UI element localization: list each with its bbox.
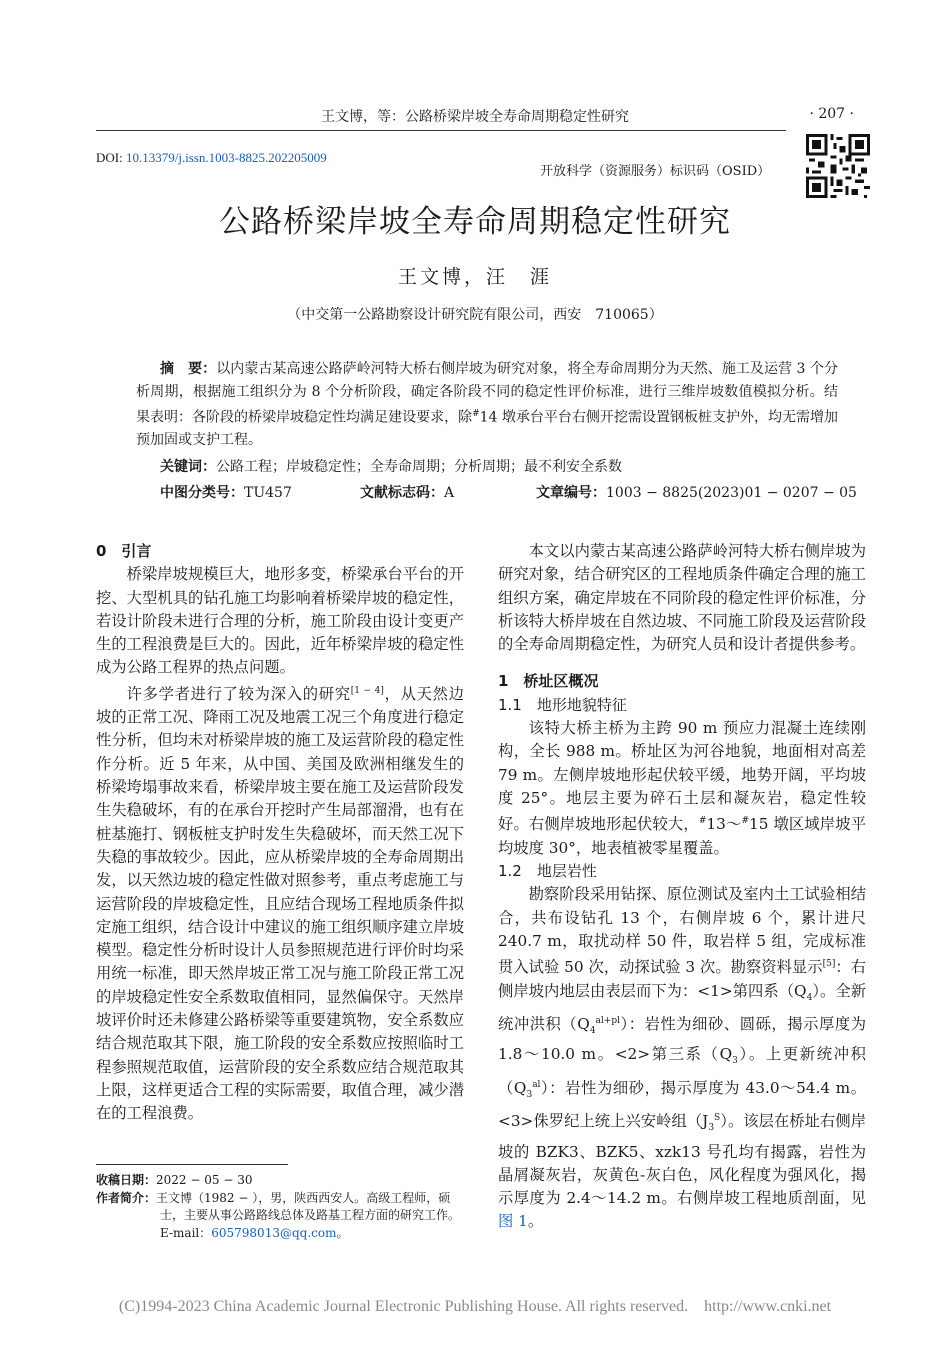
- page-number: · 207 ·: [809, 106, 854, 122]
- author-bio-label: 作者简介：: [96, 1190, 157, 1205]
- terrain-paragraph: [498, 717, 866, 860]
- strata-text-d: ）：岩性为细砂、圆砾，揭示厚度为 1.8～10.0 m。<2>第三系（Q: [498, 1014, 866, 1064]
- sub-q4b: 4: [589, 1026, 596, 1037]
- received-label: 收稿日期：: [96, 1173, 157, 1187]
- section-1-1-heading: 1.1 地形地貌特征: [498, 695, 627, 714]
- pier-hash-2: #: [741, 816, 749, 827]
- article-number: [536, 482, 857, 502]
- running-header: 王文博，等：公路桥梁岸坡全寿命周期稳定性研究: [321, 109, 629, 125]
- strata-text-f: ）：岩性为细砂，揭示厚度为 43.0～54.4 m。<3>侏罗纪上统上兴安岭组（J: [498, 1078, 867, 1131]
- footnote: [96, 1172, 466, 1242]
- doc-code-label: 文献标志码：: [360, 485, 444, 501]
- terrain-text-a: 该特大桥主桥为主跨 90 m 预应力混凝土连续刚构，全长 988 m。桥址区为河谷地貌，地面相对高差 79 m。左侧岸坡地形起伏较平缓，地势开阔，平均坡度 25°。地层主要为碎石土层和凝灰岩，稳定性较好。右侧岸坡地形起伏较大，: [498, 719, 866, 834]
- strata-paragraph: [498, 883, 866, 1233]
- section-0-heading: 0 引言: [96, 542, 152, 560]
- keywords-label: 关键词：: [160, 459, 216, 475]
- received-date: 2022 − 05 − 30: [156, 1173, 253, 1187]
- citation-5[interactable]: [5]: [822, 959, 836, 970]
- author-email-link[interactable]: 605798013@qq.com: [211, 1225, 337, 1240]
- received-line: [96, 1172, 466, 1190]
- sub-q4: 4: [806, 992, 813, 1003]
- strata-text-e: ）。上更新统冲积（Q: [498, 1045, 866, 1097]
- sup-alpl: al+pl: [595, 1015, 620, 1026]
- sup-al: al: [532, 1079, 541, 1090]
- abstract-hash: #: [472, 409, 480, 419]
- figure-1-link[interactable]: 图 1: [498, 1212, 528, 1231]
- abstract-text-1: 以内蒙古某高速公路萨岭河特大桥右侧岸坡为研究对象，将全寿命周期分为天然、施工及运营 3 个分析周期，根据施工组织分为 8 个分析阶段，确定各阶段不同的稳定性评价标准，进行三维岸坡数值模拟分析。结果表明：各阶段的桥梁岸坡稳定性均满足建设要求，除: [136, 361, 839, 426]
- left-column: [96, 540, 464, 1126]
- strata-text-a: 勘察阶段采用钻探、原位测试及室内土工试验相结合，共布设钻孔 13 个，右侧岸坡 6 个，累计进尺 240.7 m，取扰动样 50 件，取岩样 5 组，完成标准贯入试验 50 次，动探试验 3 次。勘察资料显示: [498, 885, 866, 977]
- doc-code: [360, 482, 454, 502]
- keywords-text: 公路工程；岸坡稳定性；全寿命周期；分析周期；最不利安全系数: [216, 459, 622, 475]
- keywords: [160, 456, 840, 476]
- doi-label: DOI:: [96, 150, 126, 165]
- copyright-notice: (C)1994-2023 China Academic Journal Electronic Publishing House. All rights reserved. http://www.cnki.net: [118, 1298, 832, 1315]
- pier-hash-1: #: [698, 816, 707, 827]
- osid-label: 开放科学（资源服务）标识码（OSID）: [540, 164, 771, 179]
- abstract-text-2: 14 墩承台平台右侧开挖需设置钢板桩支护外，均无需增加预加固或支护工程。: [136, 409, 838, 449]
- strata-text-c: ）。全新统冲洪积（Q: [498, 981, 866, 1033]
- qr-code-icon: [806, 134, 870, 198]
- strata-text-h: 。: [527, 1212, 544, 1231]
- terrain-text-c: 15 墩区域岸坡平均坡度 30°，地表植被零星覆盖。: [498, 815, 866, 857]
- header-rule: [96, 130, 786, 131]
- intro-paragraph-2: [96, 680, 464, 1126]
- citation-1-4[interactable]: [1 − 4]: [350, 685, 384, 696]
- intro-paragraph-1: 桥梁岸坡规模巨大，地形多变，桥梁承台平台的开挖、大型机具的钻孔施工均影响着桥梁岸坡的稳定性，若设计阶段未进行合理的分析，施工阶段由设计变更产生的工程浪费是巨大的。因此，近年桥梁岸坡的稳定性成为公路工程界的热点问题。: [96, 565, 464, 677]
- sub-q3b: 3: [526, 1089, 533, 1100]
- doi: [96, 150, 327, 166]
- clc: [160, 482, 292, 502]
- strata-text-b: ：右侧岸坡内地层由表层而下为：<1>第四系（Q: [498, 958, 866, 1000]
- doc-code-value: A: [444, 485, 455, 501]
- intro-p2-a: 许多学者进行了较为深入的研究: [126, 684, 351, 703]
- terrain-text-b: 13～: [706, 815, 742, 834]
- paper-title: 公路桥梁岸坡全寿命周期稳定性研究: [219, 204, 731, 240]
- sup-s: S: [714, 1113, 721, 1124]
- clc-value: TU457: [244, 485, 292, 501]
- abstract: [136, 358, 838, 452]
- intro-p2-b: ，从天然边坡的正常工况、降雨工况及地震工况三个角度进行稳定性分析，但均未对桥梁岸坡的施工及运营阶段的稳定性作分析。近 5 年来，从中国、美国及欧洲相继发生的桥梁垮塌事故来看，桥梁岸坡主要在施工及运营阶段发生失稳破坏，有的在承台开挖时产生局部溜滑，也有在桩基施打、钢板桩支护时发生失稳破坏，而天然工况下失稳的事故较少。因此，应从桥梁岸坡的全寿命周期出发，以天然边坡的稳定性做对照参考，重点考虑施工与运营阶段的岸坡稳定性，且应结合现场工程地质条件拟定施工组织，结合设计中建议的施工组织顺序建立岸坡模型。稳定性分析时设计人员参照规范进行评价时均采用统一标准，即天然岸坡正常工况与施工阶段正常工况的岸坡稳定性安全系数取值相同，显然偏保守。天然岸坡评价时还未修建公路桥梁等重要建筑物，安全系数应结合规范取其下限，施工阶段的安全系数应按照临时工程参照规范取值，运营阶段的安全系数应结合规范取其上限，这样更适合工程的实际需要，取值合理，减少潜在的工程浪费。: [96, 684, 464, 1123]
- right-column: [498, 540, 866, 1234]
- authors: 王文博，汪 涯: [397, 266, 552, 288]
- sub-j3: 3: [708, 1123, 715, 1134]
- article-number-label: 文章编号：: [536, 485, 606, 501]
- author-bio-text: 王文博（1982 − ），男，陕西西安人。高级工程师，硕士，主要从事公路路线总体及路基工程方面的研究工作。E-mail：: [156, 1190, 461, 1240]
- sub-q3: 3: [732, 1056, 738, 1067]
- article-number-value: 1003 − 8825(2023)01 − 0207 − 05: [606, 485, 857, 501]
- doi-link[interactable]: 10.13379/j.issn.1003-8825.202205009: [125, 150, 327, 165]
- abstract-label: 摘 要：: [160, 361, 217, 377]
- author-bio-end: 。: [336, 1225, 349, 1240]
- section-1-2-heading: 1.2 地层岩性: [498, 861, 597, 880]
- footnote-rule: [96, 1164, 288, 1165]
- author-bio: [96, 1190, 466, 1243]
- strata-text-g: ）。该层在桥址右侧岸坡的 BZK3、BZK5、xzk13 号孔均有揭露，岩性为晶屑凝灰岩，灰黄色-灰白色，风化程度为强风化，揭示厚度为 2.4～14.2 m。右侧岸坡工程地质剖面，见: [498, 1112, 866, 1208]
- affiliation: （中交第一公路勘察设计研究院有限公司，西安 710065）: [287, 307, 663, 323]
- clc-label: 中图分类号：: [160, 485, 244, 501]
- intro-paragraph-3: 本文以内蒙古某高速公路萨岭河特大桥右侧岸坡为研究对象，结合研究区的工程地质条件确定合理的施工组织方案，确定岸坡在不同阶段的稳定性评价标准，分析该特大桥岸坡在自然边坡、不同施工阶段及运营阶段的全寿命周期稳定性，为研究人员和设计者提供参考。: [498, 542, 866, 654]
- section-1-heading: 1 桥址区概况: [498, 672, 599, 691]
